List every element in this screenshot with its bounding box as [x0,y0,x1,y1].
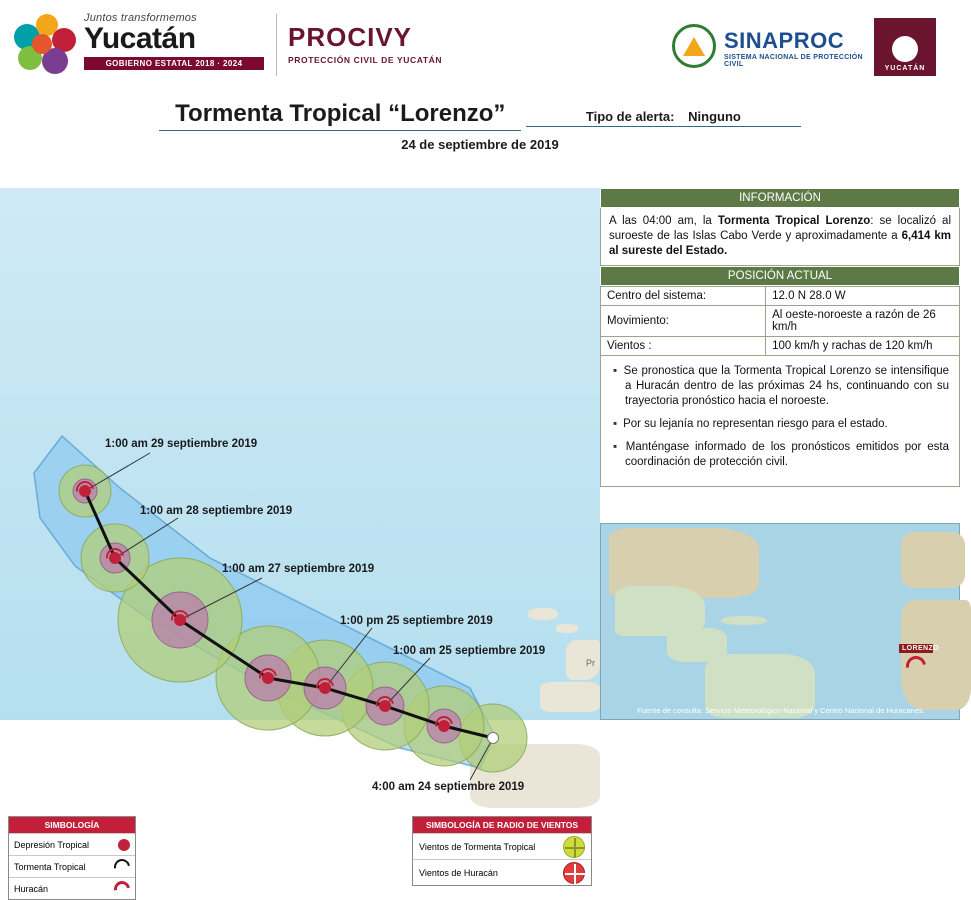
sinaproc-seal-icon [672,24,716,68]
forecast-map[interactable] [0,188,600,894]
yucatan-logo-mark [14,14,76,76]
info-paragraph [600,208,960,266]
sinaproc-subtitle: SISTEMA NACIONAL DE PROTECCIÓN CIVIL [724,54,863,68]
filled-circle-icon [118,839,130,851]
minimap-storm-label: LORENZO [899,644,933,653]
yucatan-government-logo [8,6,268,86]
position-table [600,286,960,356]
position-value-2: 100 km/h y rachas de 120 km/h [766,337,960,356]
forecast-cone [0,188,600,720]
position-value-1: Al oeste-noroeste a razón de 26 km/h [766,306,960,337]
map-city-label: Pr [586,658,595,668]
information-panel [600,188,960,720]
position-key-0: Centro del sistema: [601,287,766,306]
overview-minimap[interactable] [600,523,960,720]
minimap-europe [901,532,965,588]
storm-position-current [483,728,503,748]
yucatan-logo-line3: GOBIERNO ESTATAL 2018 · 2024 [84,57,264,70]
sinaproc-logo [672,22,872,72]
map-label-2: 1:00 am 27 septiembre 2019 [222,563,375,575]
page-header [0,0,960,90]
list-item: ▪ Por su lejanía no representan riesgo para el estado. [625,417,949,432]
title-block [0,100,960,188]
procivy-title: PROCIVY [288,22,413,52]
position-key-2: Vientos : [601,337,766,356]
map-label-1: 1:00 am 28 septiembre 2019 [140,505,293,517]
storm-position-5 [170,610,190,630]
legend-symbols [8,816,136,900]
map-label-3: 1:00 pm 25 septiembre 2019 [340,615,493,627]
map-label-0: 1:00 am 29 septiembre 2019 [105,438,258,450]
tropical-storm-icon [111,855,133,877]
yucatan-logo-line1: Juntos transformemos [84,12,197,24]
legend-wind-row-hu [413,859,591,885]
header-divider [276,14,277,76]
hurricane-icon [111,877,133,899]
storm-position-3 [315,678,335,698]
legend-row-tormenta [9,855,135,877]
legend-label-depresion: Depresión Tropical [14,839,90,850]
storm-position-2 [375,696,395,716]
position-header: POSICIÓN ACTUAL [600,266,960,286]
minimap-storm-marker [899,644,940,684]
position-key-1: Movimiento: [601,306,766,337]
info-text-bold1: Tormenta Tropical Lorenzo [717,215,871,227]
procivy-subtitle: PROTECCIÓN CIVIL DE YUCATÁN [288,55,443,65]
info-text-part1: A las 04:00 am, la [609,215,718,227]
alert-type-value: Ninguno [688,109,741,124]
legend-symbols-header: SIMBOLOGÍA [9,817,135,833]
hurricane-icon [902,652,930,680]
advisory-bullets [600,356,960,487]
alert-type-label: Tipo de alerta: [585,109,675,124]
table-row [601,306,960,337]
storm-position-1 [434,716,454,736]
storm-position-4 [258,668,278,688]
hurricane-wind-icon [563,862,585,884]
yucatan-state-badge [874,18,936,76]
sinaproc-title: SINAPROC [724,28,845,53]
legend-wind-row-ts [413,833,591,859]
page-title: Tormenta Tropical “Lorenzo” [159,100,521,131]
list-item: ▪ Manténgase informado de los pronósticos emitidos por esta coordinación de protección civil. [625,440,949,470]
state-emblem-icon [892,36,918,62]
bulletin-date: 24 de septiembre de 2019 [401,137,559,152]
ts-wind-icon [563,836,585,858]
info-text-bold2: 6,414 km al sureste del Estado. [609,230,951,257]
yucatan-logo-line2: Yucatán [84,22,196,55]
list-item: ▪ Se pronostica que la Tormenta Tropical Lorenzo se intensifique a Huracán dentro de las próximas 24 hs, continuando con su trayectoria pronóstico hacia el noroeste. [625,364,949,409]
legend-wind-label-hu: Vientos de Huracán [419,867,498,878]
procivy-logo [288,22,508,65]
state-badge-label: YUCATÁN [884,65,926,72]
legend-wind-header: SIMBOLOGÍA DE RADIO DE VIENTOS [413,817,591,833]
legend-wind-label-ts: Vientos de Tormenta Tropical [419,841,536,852]
legend-wind-radii [412,816,592,886]
info-header: INFORMACIÓN [600,188,960,208]
info-text-part2: : se localizó al suroeste de las Islas Cabo Verde y aproximadamente a [609,215,951,242]
legend-row-depresion [9,833,135,855]
position-value-0: 12.0 N 28.0 W [766,287,960,306]
legend-row-huracan [9,877,135,899]
storm-position-7 [75,481,95,501]
legend-label-tormenta: Tormenta Tropical [14,861,86,872]
table-row [601,337,960,356]
storm-position-6 [105,548,125,568]
minimap-source-note: Fuente de consulta: Servicio Meteorológico Nacional y Centro Nacional de Huracanes. [637,706,925,715]
alert-type-row [526,109,801,127]
minimap-caribbean-islands [721,616,767,625]
legend-label-huracan: Huracán [14,883,49,894]
yucatan-logo-text [84,12,264,70]
map-label-5: 4:00 am 24 septiembre 2019 [372,781,525,793]
map-label-4: 1:00 am 25 septiembre 2019 [393,645,546,657]
table-row [601,287,960,306]
